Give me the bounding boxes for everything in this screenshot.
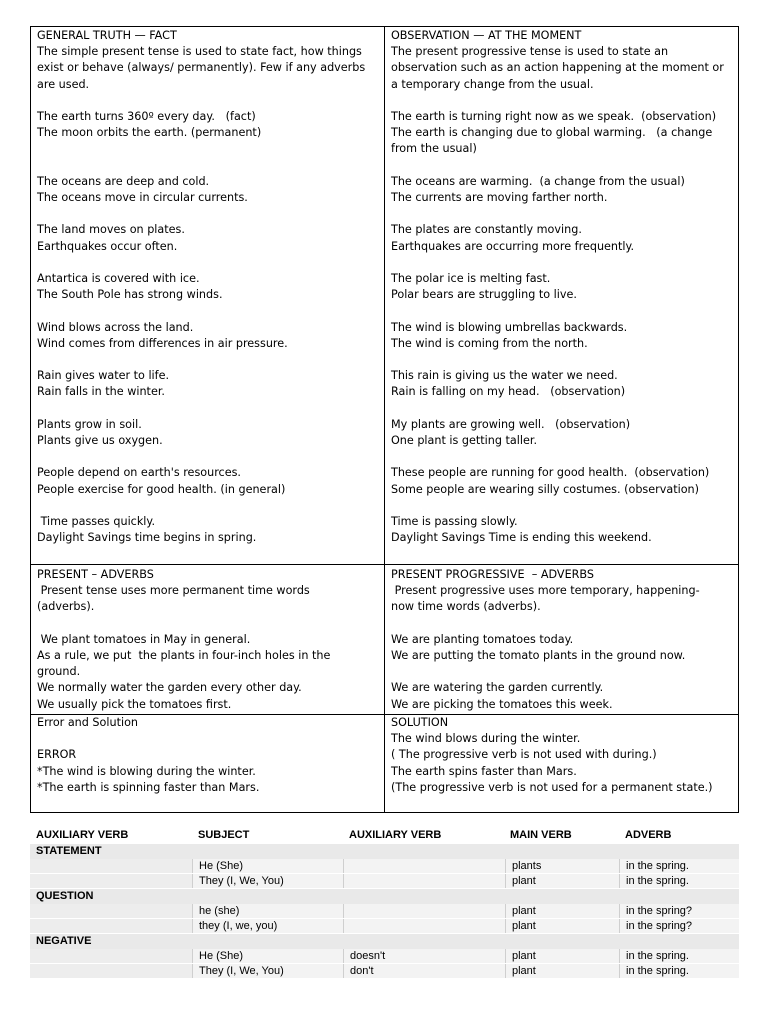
cell-line: observation such as an action happening at the moment or (391, 61, 724, 75)
table-row (30, 919, 739, 934)
grid-divider-vertical (384, 27, 385, 812)
cell-line: The wind is blowing umbrellas backwards. (391, 320, 628, 334)
adverb-cell: in the spring. (619, 949, 739, 963)
cell-line: As a rule, we put the plants in four-inch holes in the (37, 649, 331, 662)
general-truth-cell (37, 28, 379, 546)
cell-line: Time passes quickly. (37, 514, 155, 528)
table-row (30, 964, 739, 979)
cell-line: Time is passing slowly. (391, 514, 518, 528)
cell-line: Rain gives water to life. (37, 369, 170, 383)
cell-line: now time words (adverbs). (391, 600, 541, 614)
cell-line: The oceans are warming. (a change from the usual) (391, 174, 685, 188)
cell-line: (The progressive verb is not used for a permanent state.) (391, 780, 713, 794)
cell-line: We are watering the garden currently. (391, 681, 604, 695)
aux2-cell: doesn't (343, 949, 505, 963)
section-row (30, 934, 739, 949)
cell-line: My plants are growing well. (observation) (391, 417, 631, 431)
cell-line: The South Pole has strong winds. (37, 288, 223, 302)
cell-line: The wind blows during the winter. (391, 732, 581, 746)
cell-line: The plates are constantly moving. (391, 223, 582, 237)
cell-heading: Error and Solution (37, 716, 139, 729)
cell-line: The earth is turning right now as we speak. (observation) (391, 110, 717, 123)
cell-line: People exercise for good health. (in general) (37, 482, 286, 496)
conjugation-body (30, 844, 739, 979)
main-cell: plant (505, 949, 619, 963)
cell-line (37, 303, 379, 319)
cell-line: One plant is getting taller. (391, 433, 538, 447)
cell-line (391, 449, 736, 465)
adverb-cell: in the spring. (619, 859, 739, 873)
aux2-cell: don't (343, 964, 505, 978)
present-adverbs-cell (37, 567, 379, 713)
header-auxiliary-verb: AUXILIARY VERB (36, 829, 129, 841)
cell-line: The oceans move in circular currents. (37, 190, 248, 204)
cell-line: Daylight Savings Time is ending this weekend. (391, 531, 652, 545)
cell-line (37, 352, 379, 368)
table-row (30, 874, 739, 889)
solution-cell (391, 715, 736, 796)
cell-line: (adverbs). (37, 600, 95, 614)
cell-line: Daylight Savings time begins in spring. (37, 531, 257, 545)
subject-cell: They (I, We, You) (192, 874, 343, 888)
adverb-cell: in the spring. (619, 874, 739, 888)
cell-line (391, 616, 736, 632)
cell-line: Present tense uses more permanent time words (37, 584, 310, 598)
header-auxiliary-verb-2: AUXILIARY VERB (349, 829, 442, 841)
header-subject: SUBJECT (198, 829, 250, 841)
cell-line: Wind blows across the land. (37, 320, 194, 334)
cell-line: The earth spins faster than Mars. (391, 764, 577, 778)
subject-cell: They (I, We, You) (192, 964, 343, 978)
cell-line: We usually pick the tomatoes first. (37, 697, 232, 711)
cell-line: We are picking the tomatoes this week. (391, 697, 613, 711)
section-row (30, 844, 739, 859)
table-row (30, 949, 739, 964)
cell-line: a temporary change from the usual. (391, 77, 594, 91)
cell-line: The wind is coming from the north. (391, 336, 588, 350)
cell-line: from the usual) (391, 142, 477, 156)
cell-line: Wind comes from differences in air pressure. (37, 336, 288, 350)
cell-line: Rain is falling on my head. (observation) (391, 385, 626, 399)
cell-line: Polar bears are struggling to live. (391, 288, 577, 302)
aux2-cell (343, 874, 505, 888)
cell-line (391, 664, 736, 680)
cell-line (37, 255, 379, 271)
cell-line: The land moves on plates. (37, 223, 185, 237)
section-label: QUESTION (36, 890, 94, 902)
grid-divider-1 (31, 564, 738, 565)
cell-line: The present progressive tense is used to state an (391, 45, 669, 59)
cell-line: Some people are wearing silly costumes. (observation) (391, 482, 700, 496)
cell-line (391, 498, 736, 514)
adverb-cell: in the spring? (619, 904, 739, 918)
cell-line (37, 401, 379, 417)
cell-line (37, 158, 379, 174)
cell-line: *The wind is blowing during the winter. (37, 764, 256, 778)
cell-line (391, 255, 736, 271)
cell-line: Earthquakes are occurring more frequently. (391, 239, 635, 253)
cell-line: We normally water the garden every other day. (37, 681, 302, 695)
cell-line: We are putting the tomato plants in the ground now. (391, 649, 686, 662)
cell-line (37, 141, 379, 157)
cell-line: Plants give us oxygen. (37, 433, 163, 447)
cell-line: ground. (37, 665, 81, 679)
cell-line (391, 303, 736, 319)
adverb-cell: in the spring. (619, 964, 739, 978)
cell-line: Present progressive uses more temporary, happening- (391, 584, 700, 598)
cell-line (37, 449, 379, 465)
observation-cell (391, 28, 736, 546)
cell-heading: SOLUTION (391, 716, 449, 729)
aux2-cell (343, 919, 505, 933)
cell-line: Plants grow in soil. (37, 417, 142, 431)
cell-heading: OBSERVATION — AT THE MOMENT (391, 29, 582, 42)
cell-line: We are planting tomatoes today. (391, 632, 574, 646)
main-cell: plant (505, 904, 619, 918)
cell-line: ( The progressive verb is not used with during.) (391, 748, 657, 762)
cell-line: Rain falls in the winter. (37, 385, 165, 399)
table-row (30, 904, 739, 919)
subject-cell: He (She) (192, 949, 343, 963)
cell-line: People depend on earth's resources. (37, 466, 241, 480)
cell-line: Antartica is covered with ice. (37, 271, 200, 285)
cell-line (37, 616, 379, 632)
cell-line: *The earth is spinning faster than Mars. (37, 780, 260, 794)
cell-heading: PRESENT – ADVERBS (37, 568, 154, 581)
cell-line (37, 498, 379, 514)
conjugation-table (30, 826, 739, 979)
section-label: STATEMENT (36, 845, 102, 857)
cell-heading: GENERAL TRUTH — FACT (37, 29, 177, 42)
main-cell: plants (505, 859, 619, 873)
section-label: NEGATIVE (36, 935, 92, 947)
cell-line (391, 352, 736, 368)
adverb-cell: in the spring? (619, 919, 739, 933)
cell-line (391, 401, 736, 417)
cell-line (37, 206, 379, 222)
cell-line: The moon orbits the earth. (permanent) (37, 126, 262, 140)
cell-line: exist or behave (always/ permanently). Few if any adverbs (37, 61, 366, 75)
section-row (30, 889, 739, 904)
cell-line (391, 93, 736, 109)
error-cell (37, 715, 379, 796)
cell-line (391, 158, 736, 174)
cell-line (37, 93, 379, 109)
table-row (30, 859, 739, 874)
cell-line (37, 731, 379, 747)
aux2-cell (343, 904, 505, 918)
main-cell: plant (505, 964, 619, 978)
cell-line: The simple present tense is used to state fact, how things (37, 45, 362, 59)
conjugation-header-row (30, 826, 739, 844)
tense-comparison-grid (30, 26, 739, 813)
cell-line: are used. (37, 77, 90, 91)
subject-cell: he (she) (192, 904, 343, 918)
main-cell: plant (505, 874, 619, 888)
cell-line: The polar ice is melting fast. (391, 271, 551, 285)
present-progressive-adverbs-cell (391, 567, 736, 713)
cell-line: The currents are moving farther north. (391, 191, 608, 204)
aux2-cell (343, 859, 505, 873)
cell-line: This rain is giving us the water we need. (391, 369, 618, 383)
cell-line (391, 206, 736, 222)
subject-cell: they (I, we, you) (192, 919, 343, 933)
cell-line: The oceans are deep and cold. (37, 174, 210, 188)
cell-heading: PRESENT PROGRESSIVE – ADVERBS (391, 568, 594, 581)
cell-line: We plant tomatoes in May in general. (37, 632, 251, 646)
cell-line: Earthquakes occur often. (37, 239, 178, 253)
subject-cell: He (She) (192, 859, 343, 873)
main-cell: plant (505, 919, 619, 933)
header-main-verb: MAIN VERB (510, 829, 572, 841)
cell-line: ERROR (37, 748, 77, 762)
cell-line: The earth turns 360º every day. (fact) (37, 110, 256, 123)
cell-line: These people are running for good health. (observation) (391, 466, 710, 480)
cell-line: The earth is changing due to global warming. (a change (391, 126, 713, 140)
header-adverb: ADVERB (625, 829, 672, 841)
